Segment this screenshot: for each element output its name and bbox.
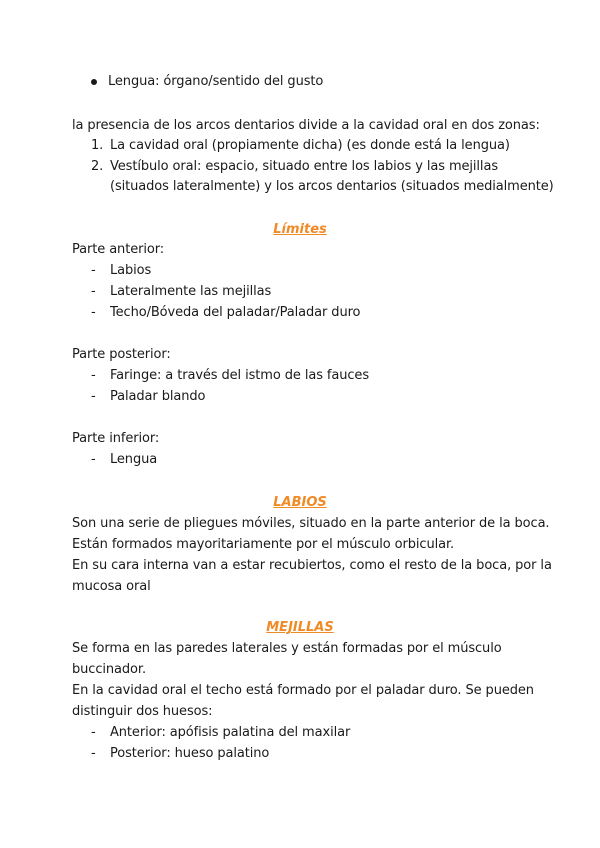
- heading-labios: LABIOS: [273, 495, 327, 510]
- dash-marker: -: [91, 305, 96, 320]
- labios-line-4: mucosa oral: [72, 579, 151, 594]
- numbered-item-2-cont: (situados lateralmente) y los arcos dentarios (situados medialmente): [110, 179, 554, 194]
- numbered-marker-2: 2.: [91, 159, 104, 174]
- intro-paragraph: la presencia de los arcos dentarios divide a la cavidad oral en dos zonas:: [72, 118, 540, 133]
- labios-line-3: En su cara interna van a estar recubiertos, como el resto de la boca, por la: [72, 558, 552, 573]
- label-parte-inferior: Parte inferior:: [72, 431, 160, 446]
- label-parte-anterior: Parte anterior:: [72, 242, 165, 257]
- dash-marker: -: [91, 389, 96, 404]
- list-item: Techo/Bóveda del paladar/Paladar duro: [110, 305, 361, 320]
- dash-marker: -: [91, 746, 96, 761]
- bullet-dot-icon: [91, 79, 97, 85]
- list-item: Anterior: apófisis palatina del maxilar: [110, 725, 351, 740]
- list-item: Lengua: [110, 452, 158, 467]
- mejillas-line-3: En la cavidad oral el techo está formado por el paladar duro. Se pueden: [72, 683, 534, 698]
- list-item: Posterior: hueso palatino: [110, 746, 270, 761]
- dash-marker: -: [91, 263, 96, 278]
- label-parte-posterior: Parte posterior:: [72, 347, 171, 362]
- labios-line-2: Están formados mayoritariamente por el músculo orbicular.: [72, 537, 455, 552]
- numbered-item-1: La cavidad oral (propiamente dicha) (es donde está la lengua): [110, 138, 510, 153]
- list-item: Labios: [110, 263, 152, 278]
- numbered-item-2: Vestíbulo oral: espacio, situado entre los labios y las mejillas: [110, 159, 498, 174]
- mejillas-line-1: Se forma en las paredes laterales y están formadas por el músculo: [72, 641, 502, 656]
- list-item: Faringe: a través del istmo de las fauces: [110, 368, 370, 383]
- mejillas-line-4: distinguir dos huesos:: [72, 704, 213, 719]
- dash-marker: -: [91, 284, 96, 299]
- dash-marker: -: [91, 368, 96, 383]
- bullet-text: Lengua: órgano/sentido del gusto: [108, 74, 324, 89]
- mejillas-line-2: buccinador.: [72, 662, 146, 677]
- dash-marker: -: [91, 452, 96, 467]
- list-item: Lateralmente las mejillas: [110, 284, 272, 299]
- dash-marker: -: [91, 725, 96, 740]
- heading-limites: Límites: [273, 222, 327, 237]
- list-item: Paladar blando: [110, 389, 206, 404]
- labios-line-1: Son una serie de pliegues móviles, situado en la parte anterior de la boca.: [72, 516, 550, 531]
- numbered-marker-1: 1.: [91, 138, 104, 153]
- heading-mejillas: MEJILLAS: [266, 620, 334, 635]
